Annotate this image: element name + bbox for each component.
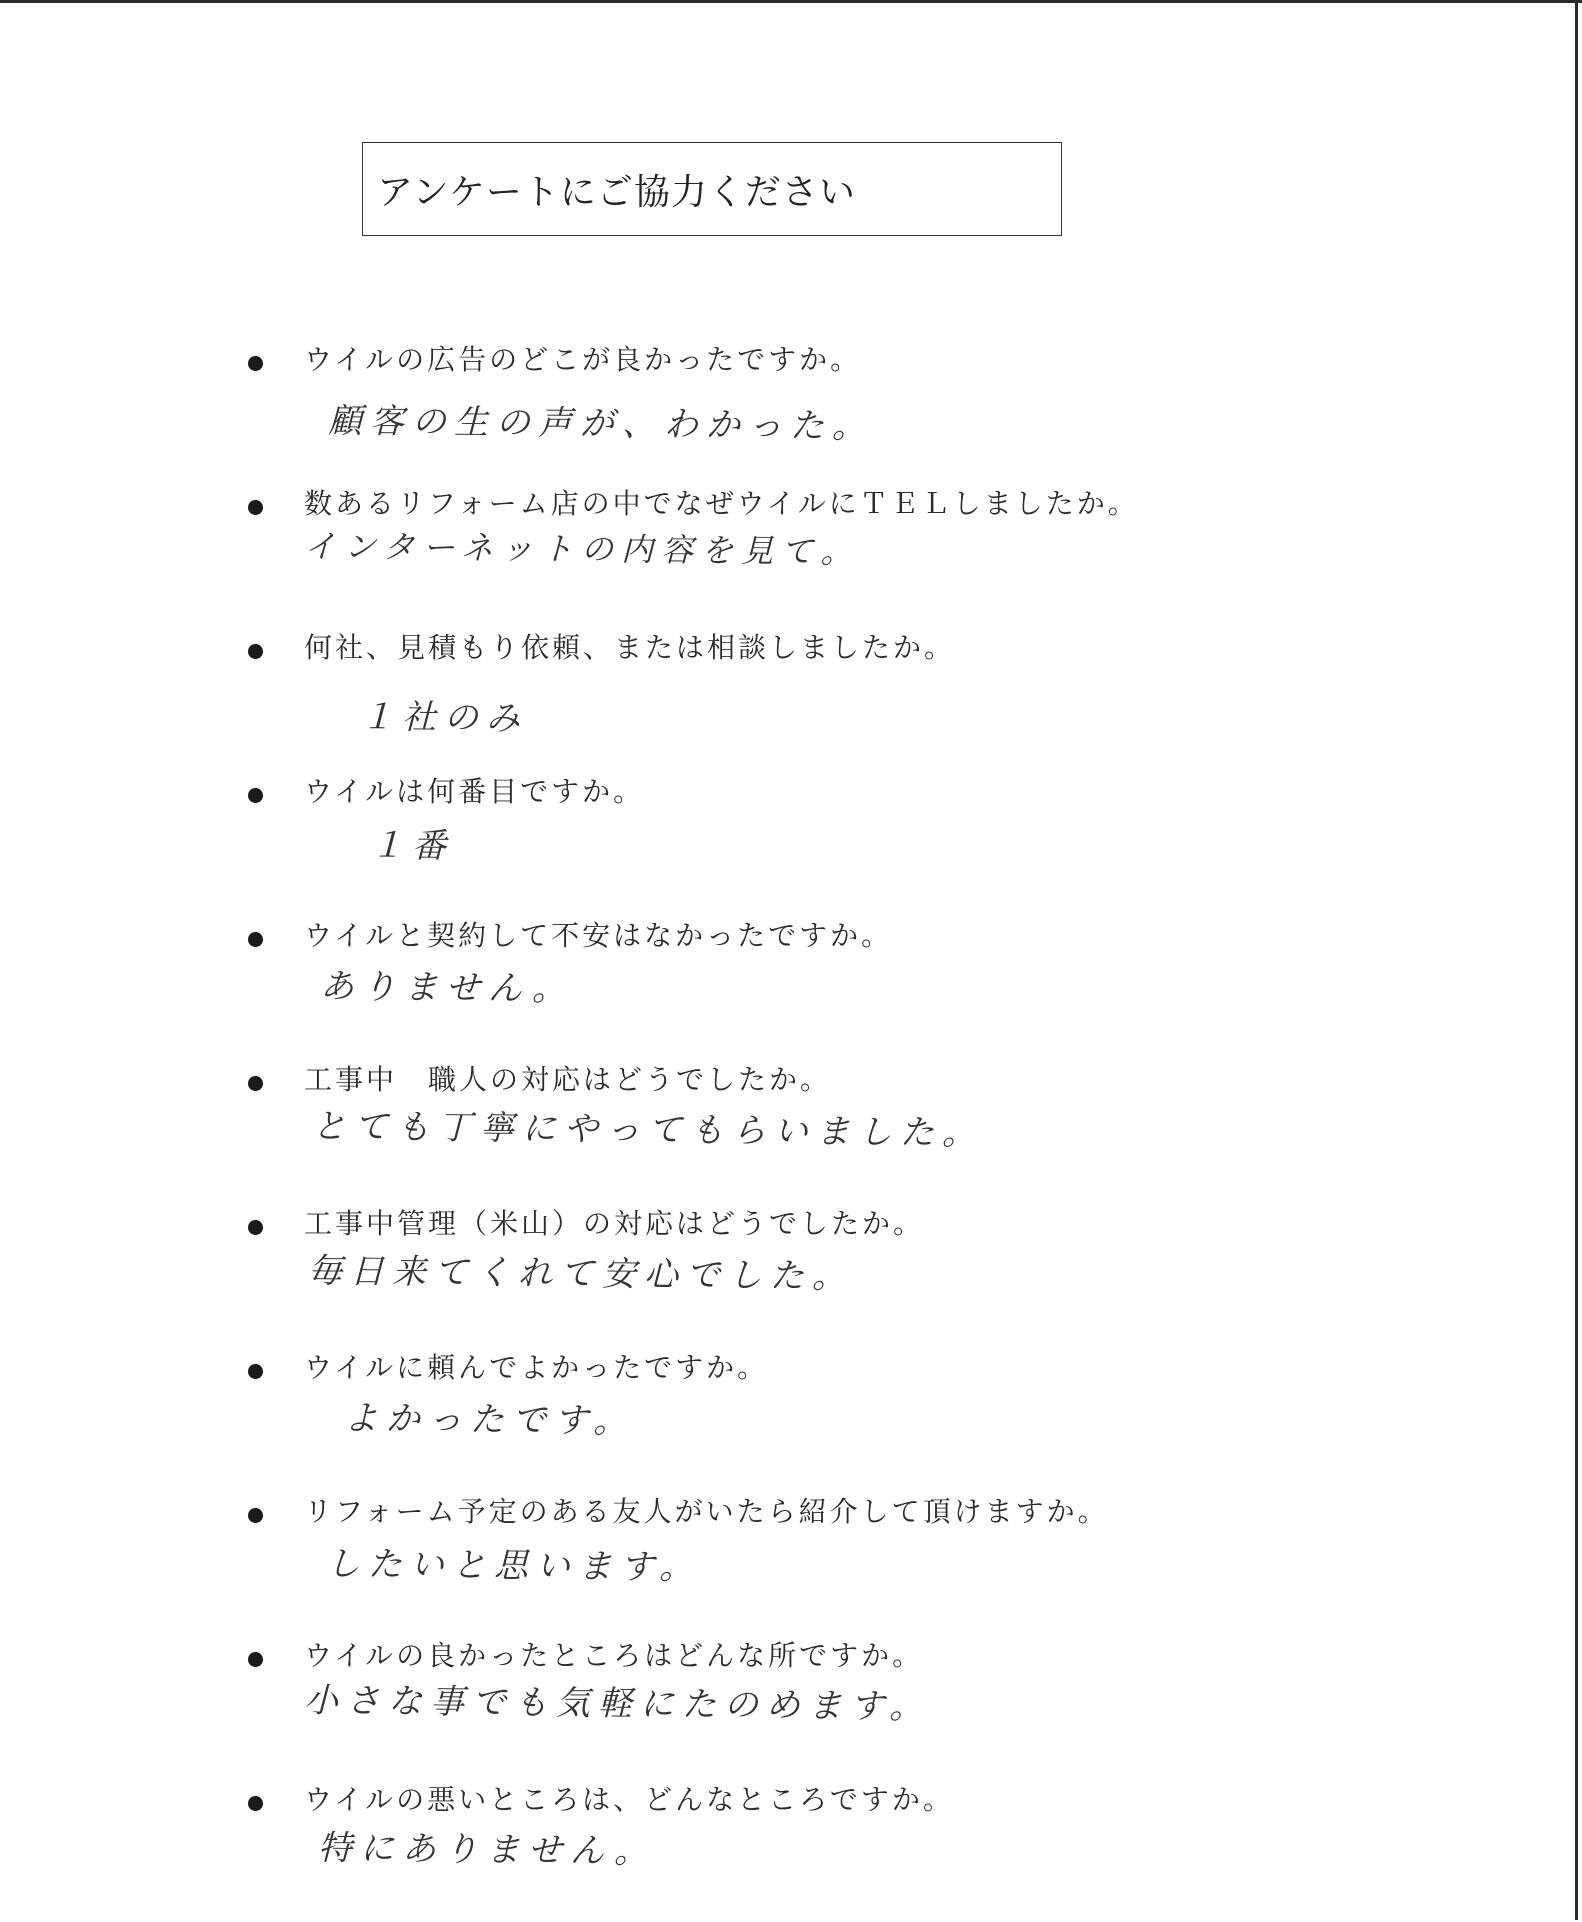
bullet-icon — [248, 500, 263, 515]
bullet-icon — [248, 1220, 263, 1235]
handwritten-answer: 特にありません。 — [317, 1828, 657, 1872]
handwritten-answer: １番 — [369, 825, 455, 867]
handwritten-answer: ありません。 — [319, 966, 575, 1010]
bullet-icon — [248, 1796, 263, 1811]
handwritten-answer: 小さな事でも気軽にたのめます。 — [303, 1680, 932, 1728]
question-item — [240, 1634, 1390, 1778]
handwritten-answer: とても丁寧にやってもらいました。 — [311, 1106, 985, 1154]
question-text: 工事中管理（米山）の対応はどうでしたか。 — [304, 1207, 925, 1240]
bullet-icon — [248, 1652, 263, 1667]
handwritten-answer: 顧客の生の声が、わかった。 — [327, 401, 875, 447]
question-item — [240, 338, 1390, 482]
handwritten-answer: 毎日来てくれて安心でした。 — [307, 1251, 855, 1297]
question-list — [240, 338, 1390, 1922]
scan-edge-right — [1575, 0, 1578, 1920]
bullet-icon — [248, 1508, 263, 1523]
question-text: ウイルに頼んでよかったですか。 — [304, 1351, 769, 1384]
question-item — [240, 1058, 1390, 1202]
question-item — [240, 482, 1390, 626]
question-item — [240, 626, 1390, 770]
question-text: ウイルの良かったところはどんな所ですか。 — [304, 1639, 924, 1672]
question-item — [240, 1346, 1390, 1490]
handwritten-answer: インターネットの内容を見て。 — [303, 527, 861, 571]
bullet-icon — [248, 932, 263, 947]
question-text: ウイルと契約して不安はなかったですか。 — [304, 919, 893, 952]
question-text: ウイルの悪いところは、どんなところですか。 — [304, 1783, 954, 1816]
bullet-icon — [248, 1364, 263, 1379]
bullet-icon — [248, 356, 263, 371]
question-text: ウイルの広告のどこが良かったですか。 — [304, 343, 862, 376]
question-item — [240, 770, 1390, 914]
question-text: 何社、見積もり依頼、または相談しましたか。 — [304, 631, 956, 664]
question-item — [240, 1490, 1390, 1634]
question-text: 工事中 職人の対応はどうでしたか。 — [304, 1063, 832, 1096]
question-item — [240, 1202, 1390, 1346]
bullet-icon — [248, 644, 263, 659]
question-item — [240, 1778, 1390, 1922]
handwritten-answer: したいと思います。 — [325, 1544, 702, 1588]
question-text: ウイルは何番目ですか。 — [304, 775, 645, 808]
question-text: 数あるリフォーム店の中でなぜウイルにＴＥＬしましたか。 — [304, 487, 1139, 520]
bullet-icon — [248, 788, 263, 803]
question-item — [240, 914, 1390, 1058]
survey-title: アンケートにご協力ください — [362, 142, 1062, 236]
handwritten-answer: よかったです。 — [343, 1398, 636, 1442]
question-text: リフォーム予定のある友人がいたら紹介して頂けますか。 — [304, 1495, 1109, 1528]
bullet-icon — [248, 1076, 263, 1091]
handwritten-answer: １社のみ — [359, 697, 529, 739]
scan-edge-top — [0, 0, 1582, 3]
